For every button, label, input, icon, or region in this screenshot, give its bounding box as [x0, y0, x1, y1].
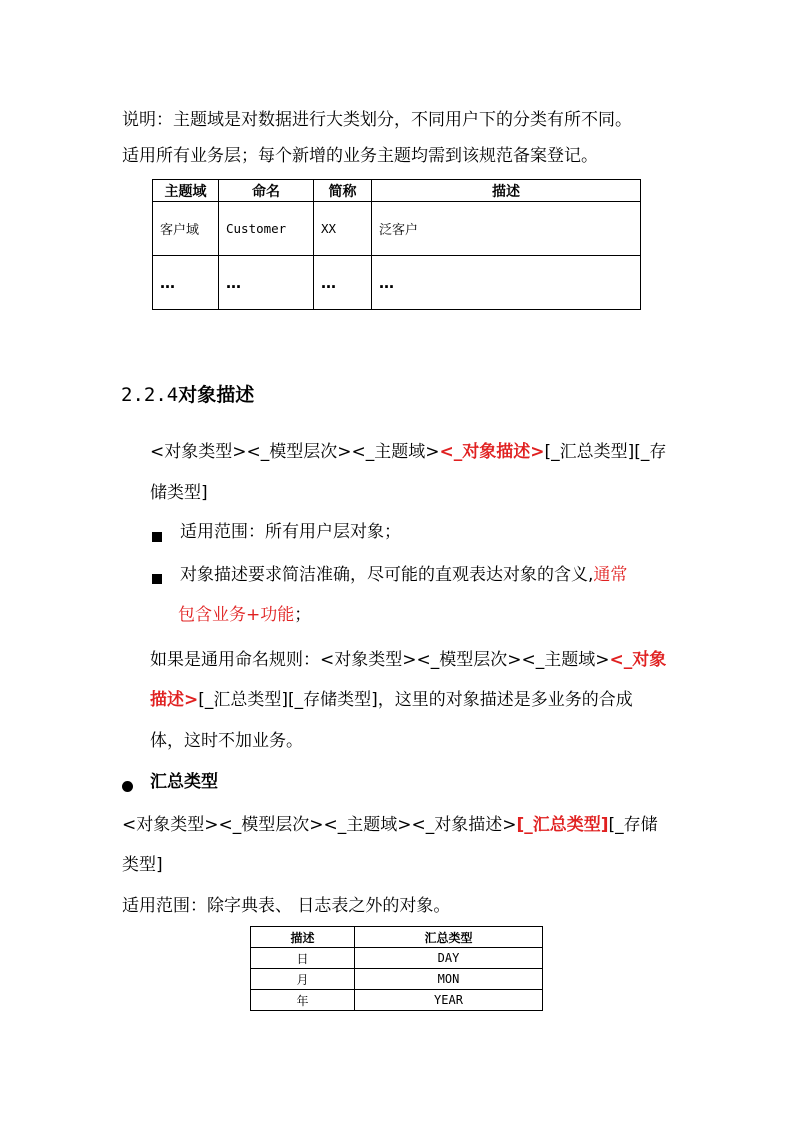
summary-scope: 适用范围：除字典表、 日志表之外的对象。 — [122, 896, 451, 916]
table-cell: DAY — [355, 948, 543, 969]
table-row — [251, 948, 543, 969]
general-rule-line-2 — [150, 689, 633, 711]
table-cell: XX — [314, 202, 372, 256]
table-header-row — [251, 927, 543, 948]
table-cell: Customer — [219, 202, 314, 256]
table-header-cell: 描述 — [372, 180, 641, 202]
summary-pattern-highlight: [_汇总类型] — [516, 815, 609, 835]
table-cell: MON — [355, 969, 543, 990]
table-header-cell: 简称 — [314, 180, 372, 202]
summary-title: 汇总类型 — [150, 772, 218, 792]
square-bullet-icon — [152, 527, 162, 546]
general-rule-line-1 — [150, 649, 666, 671]
summary-pattern-continued: 类型] — [122, 855, 163, 875]
table-cell: … — [219, 256, 314, 310]
table-cell: 年 — [251, 990, 355, 1011]
table-row — [251, 990, 543, 1011]
table-header-row — [153, 180, 641, 202]
naming-pattern-continued: 储类型] — [150, 483, 208, 503]
round-bullet-icon — [122, 777, 133, 796]
intro-line-2: 适用所有业务层；每个新增的业务主题均需到该规范备案登记。 — [122, 146, 598, 166]
table-cell: 日 — [251, 948, 355, 969]
section-heading — [121, 380, 254, 407]
table-header-cell: 主题域 — [153, 180, 219, 202]
table-cell: … — [372, 256, 641, 310]
table-cell: 泛客户 — [372, 202, 641, 256]
bullet-item-description — [180, 564, 627, 586]
bullet-highlight: 通常 — [593, 565, 628, 585]
table-cell: YEAR — [355, 990, 543, 1011]
bullet-text: ； — [294, 605, 312, 625]
table-header-cell: 汇总类型 — [355, 927, 543, 948]
bullet-highlight: 包含业务+功能 — [178, 605, 295, 625]
rule-highlight: <_对象 — [609, 650, 667, 670]
summary-type-table — [250, 926, 543, 1011]
square-bullet-icon — [152, 569, 162, 588]
general-rule-line-3: 体，这时不加业务。 — [150, 731, 303, 751]
rule-highlight: 描述> — [150, 690, 199, 710]
bullet-text: 对象描述要求简洁准确，尽可能的直观表达对象的含义, — [180, 565, 594, 585]
section-number: 2.2.4 — [121, 384, 179, 406]
summary-pattern-text: [_存储 — [608, 815, 658, 835]
summary-pattern — [122, 814, 658, 836]
pattern-text: [_汇总类型][_存 — [544, 442, 667, 462]
table-cell: 月 — [251, 969, 355, 990]
table-header-cell: 描述 — [251, 927, 355, 948]
table-row — [153, 202, 641, 256]
bullet-item-scope: 适用范围：所有用户层对象； — [180, 522, 401, 542]
table-row — [153, 256, 641, 310]
table-header-cell: 命名 — [219, 180, 314, 202]
rule-text: [_汇总类型][_存储类型]，这里的对象描述是多业务的合成 — [198, 690, 633, 710]
pattern-text: <对象类型><_模型层次><_主题域> — [150, 442, 440, 462]
intro-line-1: 说明：主题域是对数据进行大类划分，不同用户下的分类有所不同。 — [122, 110, 632, 130]
subject-domain-table — [152, 179, 641, 310]
summary-pattern-text: <对象类型><_模型层次><_主题域><_对象描述> — [122, 815, 517, 835]
table-row — [251, 969, 543, 990]
rule-text: 如果是通用命名规则：<对象类型><_模型层次><_主题域> — [150, 650, 610, 670]
table-cell: … — [314, 256, 372, 310]
table-cell: 客户域 — [153, 202, 219, 256]
naming-pattern — [150, 441, 666, 463]
table-cell: … — [153, 256, 219, 310]
bullet-item-description-continued — [178, 604, 311, 626]
section-title: 对象描述 — [178, 384, 255, 406]
pattern-highlight: <_对象描述> — [439, 442, 545, 462]
